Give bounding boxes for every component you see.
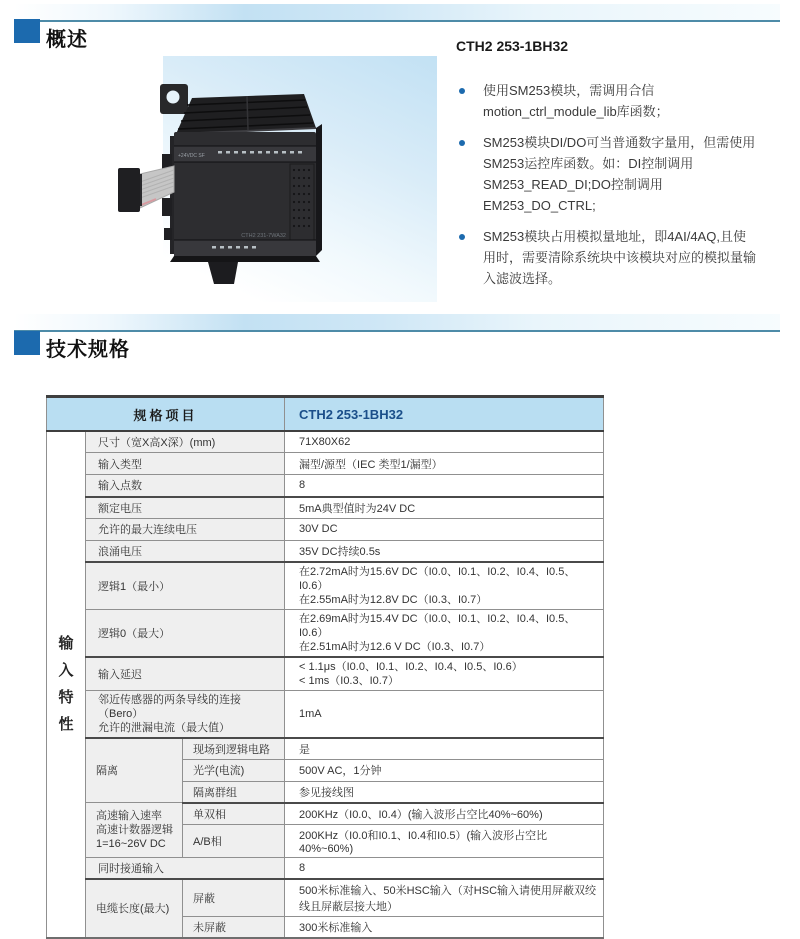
- spec-sublabel-cell: 屏蔽: [183, 879, 285, 917]
- bullet-dot-icon: [459, 234, 465, 240]
- table-row: [47, 540, 604, 562]
- spec-value-cell: 30V DC: [285, 518, 604, 540]
- spec-value-cell: [285, 562, 604, 610]
- table-row: [47, 609, 604, 657]
- bullet-text: SM253模块DI/DO可当普通数字量用，但需使用SM253运控库函数。如：DI控制调用SM253_READ_DI;DO控制调用EM253_DO_CTRL;: [483, 135, 756, 213]
- bullet-text: SM253模块占用模拟量地址，即4AI/4AQ,且使用时，需要清除系统块中该模块对应的模拟量输入滤波选择。: [483, 229, 757, 286]
- spec-label-line: 允许的泄漏电流（最大值）: [98, 721, 230, 734]
- feature-bullet-list: [456, 80, 758, 289]
- spec-value-cell: 500米标准输入、50米HSC输入（对HSC输入请使用屏蔽双绞线且屏蔽层接大地）: [285, 879, 604, 917]
- header-item-col: 规格项目: [47, 397, 285, 432]
- spec-value-line: < 1ms（I0.3、I0.7）: [299, 674, 399, 687]
- table-row: [47, 497, 604, 519]
- spec-label-cell: 输入点数: [86, 475, 285, 497]
- table-row: [47, 562, 604, 610]
- table-row: [47, 475, 604, 497]
- table-row: [47, 453, 604, 475]
- bullet-text: 使用SM253模块，需调用合信motion_ctrl_module_lib库函数；: [483, 83, 669, 119]
- spec-group-cell: 电缆长度(最大): [86, 879, 183, 938]
- cable-connector: [118, 168, 140, 212]
- spec-label-cell: 逻辑0（最大）: [86, 609, 285, 657]
- spec-value-line: 在2.55mA时为12.8V DC（I0.3、I0.7）: [299, 593, 488, 606]
- spec-value-cell: 漏型/源型（IEC 类型1/漏型）: [285, 453, 604, 475]
- table-row: [47, 803, 604, 825]
- spec-sublabel-cell: 光学(电流): [183, 759, 285, 781]
- bullet-item: [456, 80, 758, 122]
- spec-value-cell: 200KHz（I0.0、I0.4）(输入波形占空比40%~60%): [285, 803, 604, 825]
- module-ear-hole: [167, 91, 180, 104]
- spec-sublabel-cell: A/B相: [183, 824, 285, 857]
- overview-text-column: [456, 38, 758, 299]
- table-header-row: [47, 397, 604, 432]
- section-title-overview: 概述: [46, 29, 88, 51]
- section-marker-icon: [14, 19, 40, 43]
- table-row: [47, 657, 604, 691]
- spec-group-cell: [86, 803, 183, 858]
- spec-sublabel-cell: 隔离群组: [183, 781, 285, 803]
- spec-value-cell: 1mA: [285, 690, 604, 738]
- spec-value-line: 在2.51mA时为12.6 V DC（I0.3、I0.7）: [299, 640, 491, 653]
- bullet-item: [456, 132, 758, 216]
- spec-value-cell: 300米标准输入: [285, 916, 604, 938]
- table-row: [47, 879, 604, 917]
- bullet-dot-icon: [459, 88, 465, 94]
- spec-sublabel-cell: 单双相: [183, 803, 285, 825]
- spec-value-cell: 参见接线图: [285, 781, 604, 803]
- spec-sublabel-cell: 现场到逻辑电路: [183, 738, 285, 760]
- spec-label-cell: 允许的最大连续电压: [86, 518, 285, 540]
- spec-label-cell: 输入类型: [86, 453, 285, 475]
- section-title-specs: 技术规格: [46, 339, 130, 361]
- table-row: [47, 738, 604, 760]
- spec-group-line: 高速计数器逻辑: [96, 823, 173, 836]
- module-side-face: [316, 124, 322, 256]
- spec-value-cell: [285, 609, 604, 657]
- spec-value-cell: 71X80X62: [285, 431, 604, 453]
- bullet-item: [456, 226, 758, 289]
- spec-group-line: 高速输入速率: [96, 809, 162, 822]
- product-model-heading: CTH2 253-1BH32: [456, 38, 569, 54]
- spec-value-line: 在2.69mA时为15.4V DC（I0.0、I0.1、I0.2、I0.4、I0.5、I0.6）: [299, 612, 576, 639]
- module-face-text-small: +24VDC SF: [178, 153, 205, 159]
- section-band-specs: [14, 314, 780, 332]
- spec-group-line: 1=16~26V DC: [96, 837, 166, 850]
- row-group-cell: [47, 431, 86, 938]
- spec-label-cell: 同时接通输入: [86, 857, 285, 879]
- spec-label-cell: 输入延迟: [86, 657, 285, 691]
- spec-label-cell: [86, 690, 285, 738]
- table-row: [47, 518, 604, 540]
- spec-label-cell: 逻辑1（最小）: [86, 562, 285, 610]
- bullet-dot-icon: [459, 140, 465, 146]
- spec-value-cell: 500V AC，1分钟: [285, 759, 604, 781]
- module-face-text-model: CTH2 231-7WA32: [241, 233, 286, 239]
- header-value-col: CTH2 253-1BH32: [285, 397, 604, 432]
- spec-group-cell: 隔离: [86, 738, 183, 803]
- spec-label-cell: 额定电压: [86, 497, 285, 519]
- spec-label-cell: 尺寸（宽X高X深）(mm): [86, 431, 285, 453]
- section-band-overview: [14, 4, 780, 22]
- specs-table: [46, 395, 604, 939]
- table-row: [47, 857, 604, 879]
- section-marker-icon: [14, 331, 40, 355]
- spec-value-cell: 200KHz（I0.0和I0.1、I0.4和I0.5）(输入波形占空比40%~60%): [285, 824, 604, 857]
- spec-value-cell: 5mA典型值时为24V DC: [285, 497, 604, 519]
- spec-value-line: < 1.1μs（I0.0、I0.1、I0.2、I0.4、I0.5、I0.6）: [299, 660, 523, 673]
- spec-label-cell: 浪涌电压: [86, 540, 285, 562]
- spec-sublabel-cell: 未屏蔽: [183, 916, 285, 938]
- product-photo: [108, 58, 358, 308]
- row-group-label: 输入特性: [58, 635, 74, 734]
- table-row: [47, 431, 604, 453]
- table-row: [47, 690, 604, 738]
- spec-value-cell: 8: [285, 475, 604, 497]
- spec-value-cell: [285, 657, 604, 691]
- spec-value-cell: 35V DC持续0.5s: [285, 540, 604, 562]
- spec-value-cell: 8: [285, 857, 604, 879]
- spec-value-line: 在2.72mA时为15.6V DC（I0.0、I0.1、I0.2、I0.4、I0.5、I0.6）: [299, 565, 576, 592]
- spec-value-cell: 是: [285, 738, 604, 760]
- spec-label-line: 邻近传感器的两条导线的连接（Bero）: [98, 693, 241, 720]
